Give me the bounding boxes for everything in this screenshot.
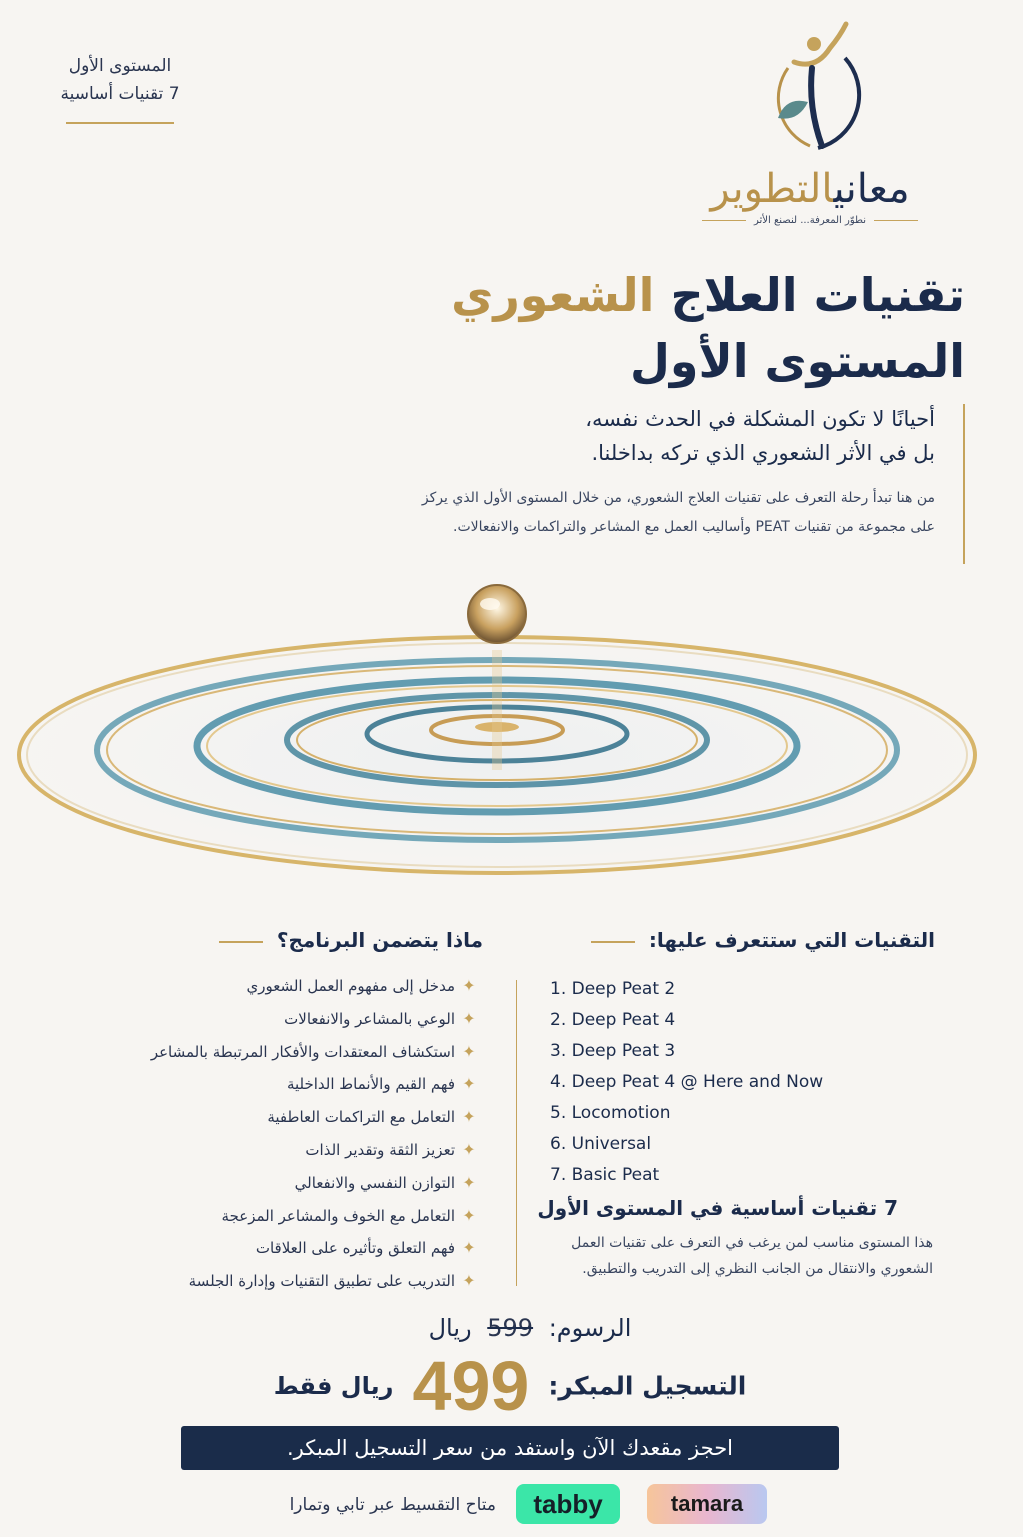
star-icon: ✦ [462,976,476,995]
fees-line [380,1314,680,1342]
logo-mark-icon [690,18,930,168]
logo-wordmark [690,166,930,212]
water-ripple-illustration [0,570,1023,930]
heading-divider [219,941,263,943]
corner-divider [66,122,174,124]
currency: ريال [428,1314,472,1342]
title-line-1 [451,262,965,328]
star-icon: ✦ [462,1107,476,1127]
lead-line-2: بل في الأثر الشعوري الذي تركه بداخلنا. [591,441,935,465]
list-item [23,970,483,1003]
heading-divider [591,941,635,943]
star-icon: ✦ [462,1041,476,1061]
fees-label: الرسوم: [548,1314,632,1342]
star-icon: ✦ [462,1172,476,1192]
early-price: 499 [412,1347,530,1425]
include-text: التعامل مع الخوف والمشاعر المزعجة [221,1206,455,1225]
title-gold-word: الشعوري [451,268,655,322]
include-text: فهم التعلق وتأثيره على العلاقات [255,1239,455,1258]
list-item: 6. Universal [550,1134,652,1154]
list-item [23,1167,483,1200]
star-icon: ✦ [462,1271,476,1291]
corner-level: المستوى الأول [68,56,172,76]
star-icon: ✦ [462,1238,476,1258]
include-text: التدريب على تطبيق التقنيات وإدارة الجلسة [188,1272,455,1291]
list-item [23,1265,483,1298]
include-text: استكشاف المعتقدات والأفكار المرتبطة بالمشاعر [150,1042,455,1061]
page-title [451,262,965,394]
list-item: 5. Locomotion [550,1103,671,1123]
intro-description: من هنا تبدأ رحلة التعرف على تقنيات العلاج الشعوري، من خلال المستوى الأول الذي يركز على مجموعة من تقنيات PEAT وأساليب العمل مع المشاعر والتراكمات والانفعالات. [421,490,935,535]
list-item [23,1068,483,1101]
early-label: التسجيل المبكر: [548,1371,747,1401]
includes-list [23,970,483,1298]
include-text: تعزيز الثقة وتقدير الذات [305,1140,455,1159]
star-icon: ✦ [462,1139,476,1159]
star-icon: ✦ [462,1205,476,1225]
list-item: 7. Basic Peat [550,1165,660,1185]
logo-tagline: نطوّر المعرفة... لنصنع الأثر [690,215,930,226]
old-price: 599 [487,1314,534,1342]
list-item [23,1003,483,1036]
list-item [23,1134,483,1167]
list-item [23,1232,483,1265]
includes-title: ماذا يتضمن البرنامج؟ [276,928,483,952]
intro-divider [963,404,965,564]
early-registration [250,1346,770,1426]
title-line-2: المستوى الأول [629,334,965,388]
book-seat-button[interactable]: احجز مقعدك الآن واستفد من سعر التسجيل المبكر. [181,1426,839,1470]
list-item [23,1101,483,1134]
include-text: التوازن النفسي والانفعالي [294,1173,455,1192]
tabby-logo: tabby [516,1484,620,1524]
includes-heading [205,928,483,952]
list-item [23,1036,483,1069]
lead-line-1: أحيانًا لا تكون المشكلة في الحدث نفسه، [585,407,935,431]
include-text: فهم القيم والأنماط الداخلية [286,1075,455,1094]
logo-name-dark: معاني [833,166,910,212]
list-item [23,1200,483,1233]
include-text: التعامل مع التراكمات العاطفية [267,1108,455,1127]
star-icon: ✦ [462,1008,476,1028]
star-icon: ✦ [462,1074,476,1094]
techniques-list [550,974,950,1191]
tamara-logo: tamara [647,1484,767,1524]
level-corner [40,52,200,124]
installment-text: متاح التقسيط عبر تابي وتمارا [289,1495,496,1515]
intro-block [415,402,935,542]
column-divider [516,980,517,1286]
intro-lead [415,402,935,470]
logo-name-gold: التطوير [710,166,834,212]
level-heading: 7 تقنيات أساسية في المستوى الأول [537,1196,898,1220]
corner-techniques: 7 تقنيات أساسية [60,84,180,104]
brand-logo [690,18,930,233]
title-part: تقنيات العلاج [670,268,965,322]
list-item: 4. Deep Peat 4 @ Here and Now [550,1072,824,1092]
early-suffix: ريال فقط [273,1372,394,1400]
list-item: 1. Deep Peat 2 [550,979,676,999]
list-item: 3. Deep Peat 3 [550,1041,676,1061]
list-item: 2. Deep Peat 4 [550,1010,676,1030]
include-text: الوعي بالمشاعر والانفعالات [284,1009,455,1028]
level-description: هذا المستوى مناسب لمن يرغب في التعرف على تقنيات العمل الشعوري والانتقال من الجانب النظري إلى التدريب والتطبيق. [571,1235,933,1277]
include-text: مدخل إلى مفهوم العمل الشعوري [246,977,455,995]
techniques-title: التقنيات التي ستتعرف عليها: [648,928,935,952]
techniques-heading [577,928,935,952]
